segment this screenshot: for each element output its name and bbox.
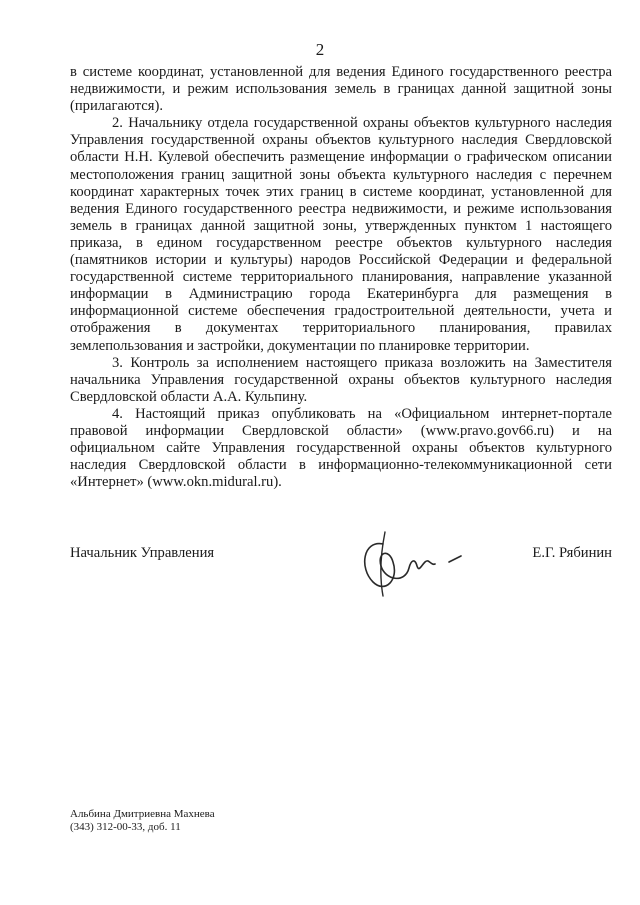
footer-contact	[70, 808, 215, 834]
paragraph-continuation: в системе координат, установленной для ведения Единого государственного реестра недвижимости, и режим использования земель в границах данной защитной зоны (прилагаются).	[70, 64, 612, 115]
paragraph-item-3: 3. Контроль за исполнением настоящего приказа возложить на Заместителя начальника Управления государственной охраны объектов культурного наследия Свердловской области А.А. Кульпину.	[70, 354, 612, 405]
paragraph-item-4: 4. Настоящий приказ опубликовать на «Официальном интернет-портале правовой информации Свердловской области» (www.pravo.gov66.ru) и на официальном сайте Управления государственной охраны объектов культурного наследия Свердловской области в информационно-телекоммуникационной сети «Интернет» (www.okn.midural.ru).	[70, 405, 612, 491]
contact-name: Альбина Дмитриевна Махнева	[70, 808, 215, 820]
signer-name: Е.Г. Рябинин	[532, 545, 612, 561]
contact-phone: (343) 312-00-33, доб. 11	[70, 821, 181, 833]
document-body	[70, 64, 612, 491]
signer-title: Начальник Управления	[70, 545, 215, 561]
page-number: 2	[315, 40, 325, 59]
handwritten-signature	[355, 522, 475, 602]
paragraph-item-2: 2. Начальнику отдела государственной охраны объектов культурного наследия Управления государственной охраны объектов культурного наследия Свердловской области Н.Н. Кулевой обеспечить размещение информации о графическом описании местоположения границ защитной зоны объекта культурного наследия с перечнем координат характерных точек этих границ в системе координат, установленной для ведения Единого государственного реестра недвижимости, и режиме использования земель в границах данной защитной зоны, утвержденных пунктом 1 настоящего приказа, в едином государственном реестре объектов культурного наследия (памятников истории и культуры) народов Российской Федерации и федеральной государственной системе территориального планирования, направление указанной информации в Администрацию города Екатеринбурга для размещения в информационной системе обеспечения градостроительной деятельности, учета и отображения в документах территориального планирования, правилах землепользования и застройки, документации по планировке территории.	[70, 115, 612, 354]
